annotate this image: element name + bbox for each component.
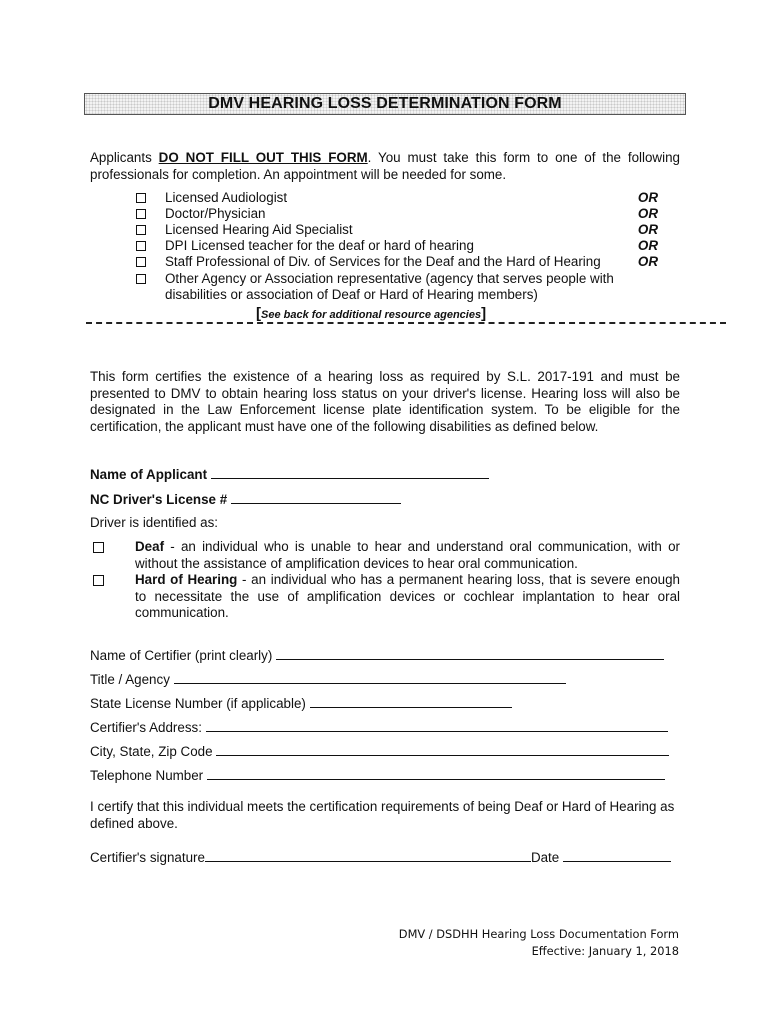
license-number-input[interactable] [231, 490, 401, 504]
option-label: Staff Professional of Div. of Services for the Deaf and the Hard of Hearing [165, 254, 601, 269]
footer-effective-date: Effective: January 1, 2018 [531, 944, 679, 958]
applicant-name-input[interactable] [211, 465, 489, 479]
intro-suffix: . You must take this form to one of the following professionals for completion. An appointment will be needed for some. [90, 150, 680, 182]
applicant-name-label: Name of Applicant [90, 467, 208, 482]
or-label: OR [637, 222, 658, 237]
telephone-row [90, 766, 665, 784]
see-back-note: [See back for additional resource agencies] [256, 305, 487, 322]
hard-of-hearing-definition: - an individual who has a permanent hearing loss, that is severe enough to necessitate the use of amplification devices or cochlear implantation to hear oral communication. [135, 572, 680, 620]
title-agency-input[interactable] [174, 670, 566, 684]
checkbox-audiologist[interactable] [136, 193, 146, 203]
or-label: OR [637, 190, 658, 205]
or-label: OR [637, 206, 658, 221]
option-label: DPI Licensed teacher for the deaf or hard of hearing [165, 238, 474, 253]
certifier-name-input[interactable] [276, 646, 664, 660]
form-title-box [84, 93, 686, 115]
or-label: OR [637, 238, 658, 253]
checkbox-physician[interactable] [136, 209, 146, 219]
checkbox-hearing-aid[interactable] [136, 225, 146, 235]
title-agency-row [90, 670, 566, 688]
form-title: DMV HEARING LOSS DETERMINATION FORM [208, 95, 562, 112]
telephone-input[interactable] [207, 766, 665, 780]
signature-row [90, 848, 671, 866]
checkbox-other[interactable] [136, 274, 146, 284]
intro-paragraph [90, 150, 680, 183]
checkbox-teacher[interactable] [136, 241, 146, 251]
footer-form-name: DMV / DSDHH Hearing Loss Documentation Form [398, 927, 679, 941]
hard-of-hearing-option [90, 572, 680, 622]
license-row [90, 490, 401, 508]
title-agency-label: Title / Agency [90, 672, 170, 687]
date-label: Date [530, 850, 560, 865]
hard-of-hearing-term: Hard of Hearing [135, 572, 238, 587]
option-label: Licensed Hearing Aid Specialist [165, 222, 353, 237]
option-label: Doctor/Physician [165, 206, 266, 221]
signature-input[interactable] [205, 848, 531, 862]
intro-prefix: Applicants [90, 150, 159, 165]
certification-paragraph: This form certifies the existence of a hearing loss as required by S.L. 2017-191 and must be presented to DMV to obtain hearing loss status on your driver's license. Hearing loss will also be designated in the Law Enforcement license plate identification system. To be eligible for the certification, the applicant must have one of the following disabilities as defined below. [90, 369, 680, 434]
see-back-text: See back for additional resource agencies [261, 309, 482, 321]
certifier-name-row [90, 646, 664, 664]
certifier-name-label: Name of Certifier (print clearly) [90, 648, 273, 663]
checkbox-staff[interactable] [136, 257, 146, 267]
city-state-zip-row [90, 742, 669, 760]
address-input[interactable] [206, 718, 668, 732]
telephone-label: Telephone Number [90, 768, 204, 783]
footer [399, 926, 679, 960]
license-label: NC Driver's License # [90, 492, 228, 507]
checkbox-hard-of-hearing[interactable] [93, 575, 104, 586]
deaf-option [90, 539, 680, 572]
applicant-name-row [90, 465, 489, 483]
identified-as-label: Driver is identified as: [90, 515, 219, 530]
deaf-term: Deaf [135, 539, 165, 554]
or-label: OR [637, 254, 658, 269]
cut-line-divider [86, 322, 726, 324]
signature-label: Certifier's signature [90, 850, 205, 865]
option-label: Licensed Audiologist [165, 190, 288, 205]
address-row [90, 718, 668, 736]
certify-statement: I certify that this individual meets the certification requirements of being Deaf or Hard of Hearing as defined above. [90, 799, 675, 831]
date-input[interactable] [563, 848, 671, 862]
state-license-row [90, 694, 512, 712]
option-label: Other Agency or Association representative (agency that serves people with disabilities or association of Deaf or Hard of Hearing members) [165, 271, 614, 303]
state-license-label: State License Number (if applicable) [90, 696, 306, 711]
intro-emphasis: DO NOT FILL OUT THIS FORM [158, 150, 368, 165]
state-license-input[interactable] [310, 694, 512, 708]
address-label: Certifier's Address: [90, 720, 202, 735]
city-state-zip-label: City, State, Zip Code [90, 744, 213, 759]
checkbox-deaf[interactable] [93, 542, 104, 553]
city-state-zip-input[interactable] [216, 742, 669, 756]
deaf-definition: - an individual who is unable to hear and understand oral communication, with or without the assistance of amplification devices to hear oral communication. [135, 539, 680, 571]
